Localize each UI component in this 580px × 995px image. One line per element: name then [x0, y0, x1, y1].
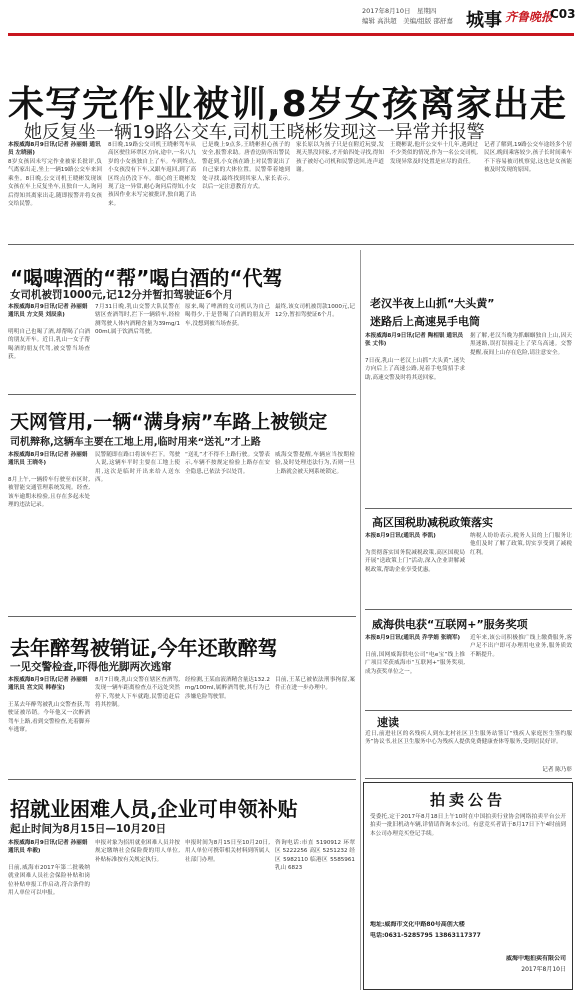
divider	[365, 508, 572, 509]
art5-headline: 招就业困难人员,企业可申领补贴	[10, 797, 298, 821]
divider	[365, 609, 572, 610]
art4-subhead: 一见交警检查,吓得他光脚两次逃窜	[10, 661, 172, 673]
auction-date: 2017年8月10日	[521, 966, 566, 973]
page-number: C03	[550, 7, 576, 21]
right2-headline: 高区国税助减税政策落实	[372, 516, 493, 529]
right1-headline-2: 迷路后上高速晃手电筒	[370, 315, 480, 328]
art3-col-3: “送礼”才不得不上路行驶。交警表示,车辆不按规定检验上路存在安全隐患,已依法予以处罚。	[185, 452, 270, 475]
divider	[8, 616, 356, 617]
art3-col-1: 8月上午,一辆轿车行驶至市区时,被智能交通管理系统发现。经查,该车逾期未检验,且存在多起未处理的违法记录。	[8, 477, 90, 509]
masthead-rule	[8, 33, 574, 36]
auction-title: 拍卖公告	[429, 791, 506, 809]
art4-col-3: 经检测,王某血液酒精含量达132.2mg/100ml,属醉酒驾驶,其行为已涉嫌危险驾驶罪。	[185, 677, 270, 700]
column-divider	[360, 250, 361, 990]
right2-byline: 本报8月9日讯(通讯员 李凯)	[365, 533, 436, 539]
masthead-editors: 编辑 高洪超 美编/组版 邵舒嘉	[362, 17, 453, 25]
art5-col-2: 申报对象为招用就业困难人员并按规定缴纳社会保险费的用人单位,补贴标准按有关规定执行。	[95, 840, 180, 863]
art4-col-4: 目前,王某已被依法刑事拘留,案件正在进一步办理中。	[275, 677, 355, 692]
lead-byline: 本报威海8月9日讯(记者 孙丽娟 通讯员 左晓丽)	[8, 142, 101, 157]
right1-headline: 老汉半夜上山抓“大头黄”	[370, 297, 495, 310]
auction-body: 受委托,定于2017年8月18日上午10时在中国拍卖行业协会网络拍卖平台公开拍卖一批旧机动车辆,详情请咨询本公司。有意竞买者请于8月17日下午4时前到本公司办理竞买登记手续。	[370, 814, 566, 837]
right4-author: 记者 陈乃彰	[542, 767, 572, 773]
masthead	[0, 0, 580, 38]
art5-subhead: 起止时间为8月15日—10月20日	[10, 823, 167, 835]
divider	[365, 710, 572, 711]
art4-col-1: 王某去年醉驾被乳山交警查获,驾驶证被吊销。今年他又一次醉酒驾车上路,看到交警检查,光着脚弃车逃窜。	[8, 702, 90, 734]
masthead-date: 2017年8月10日 星期四	[362, 7, 437, 15]
art2-subhead: 女司机被罚1000元,记12分并暂扣驾驶证6个月	[10, 289, 234, 301]
lead-col-1: 8岁女孩因未写完作业被家长批评,负气离家出走,坐上一辆19路公交车来回乘坐。8日晚,公交司机王晓彬发现该女孩在车上反复坐车,且独自一人,询问后得知其离家出走,随即报警并将女孩交给民警。	[8, 159, 102, 208]
right1-byline: 本报威海8月9日讯(记者 陶相银 通讯员 张 丈伟)	[365, 333, 464, 348]
art5-col-1: 日前,威海市2017年第二批吸纳就业困难人员社会保险补贴和岗位补贴申报工作启动,符合条件的用人单位可以申报。	[8, 865, 90, 897]
auction-address: 地址:威海市文化中路80号高创大楼	[370, 921, 465, 928]
lead-col-6: 记者了解到,19路公交车途经多个居民区,晚间乘客较少,孩子长时间乘车不下容易被司机察觉,这也是女孩能被及时发现的原因。	[484, 142, 572, 174]
right3-byline: 本报8月9日讯(通讯员 乔学娟 张晓军)	[365, 635, 461, 641]
art3-subhead: 司机辩称,这辆车主要在工地上用,临时用来“送礼”才上路	[10, 437, 261, 448]
art3-byline: 本报威海8月9日讯(记者 孙丽娟 通讯员 王晓冬)	[8, 452, 88, 467]
lead-col-2: 8日晚,19路公交司机王晓彬驾车从高区驶往环翠区方向,途中,一名八九岁的小女孩独自上了车。车到终点,小女孩没有下车,又跟车返回,到了高区终点仍没下车。细心的王晓彬发现了这一异常,耐心询问后得知,小女孩因作业未写完被批评,独自跑了出来。	[108, 142, 196, 207]
right3-headline: 威海供电获“互联网+”服务奖项	[372, 618, 528, 631]
art5-byline: 本报威海8月9日讯(记者 孙丽娟 通讯员 牟毅)	[8, 840, 88, 855]
art3-col-2: 民警随即在路口将该车拦下。驾驶人说,这辆车平时主要在工地上使用,这次是临时开出来给人送东西。	[95, 452, 180, 484]
right3-col-2: 近年来,该公司积极推广线上缴费服务,客户足不出户即可办理用电业务,服务质效不断提升。	[470, 635, 572, 658]
art4-headline: 去年醉驾被销证,今年还敢醉驾	[10, 636, 278, 660]
art2-col-3: 原来,喝了啤酒的女司机认为自己喝得少,于是替喝了白酒的朋友开车,没想到被当场查获。	[185, 304, 270, 327]
lead-col-3: 已是晚上9点多,王晓彬担心孩子的安全,报警求助。唐香边防所出警民警赶到,小女孩在路上对民警说出了自己家的大体位置。民警带着她到处寻找,最终找到其家人,家长表示,以后一定注意教育方式。	[202, 142, 290, 191]
art5-col-3: 申报时间为8月15日至10月20日,用人单位可携带相关材料到所属人社部门办理。	[185, 840, 270, 863]
right3-col-1: 日前,国网威海供电公司“电e宝”线上推广项目荣获威海市“互联网+”服务奖项,成为获奖单位之一。	[365, 652, 465, 675]
right1-col-1: 7日夜,乳山一老汉上山抓“大头黄”,迷失方向后上了高速公路,晃着手电筒招手求助,高速交警及时将其送回家。	[365, 358, 465, 381]
art4-byline: 本报威海8月9日讯(记者 孙丽娟 通讯员 宫文民 韩春宝)	[8, 677, 88, 692]
art4-col-2: 8月7日晚,乳山交警在辖区查酒驾,发现一辆车距离检查点不远处突然停下,驾驶人下车就跑,民警追赶后将其控制。	[95, 677, 180, 709]
divider	[8, 779, 356, 780]
art2-col-1: 明明自己也喝了酒,却帮喝了白酒的朋友开车。近日,乳山一女子帮喝酒的朋友代驾,被交警当场查获。	[8, 329, 90, 361]
divider	[365, 778, 572, 779]
brand-logo: 齐鲁晚报	[505, 10, 554, 24]
right1-col-2: 据了解,老汉当晚为抓蝈蝈独自上山,因天黑迷路,误打误撞走上了荣乌高速。交警提醒,夜间上山存在危险,请注意安全。	[470, 333, 572, 356]
right2-col-1: 为贯彻落实国务院减税政策,高区国税局开展“送政策上门”活动,深入企业讲解减税政策,帮助企业享受优惠。	[365, 550, 465, 573]
art2-headline: “喝啤酒的“帮”喝白酒的“代驾	[10, 266, 283, 290]
lead-col-5: 王晓彬说,他开公交车十几年,遇到过不少类似的情况,作为一名公交司机,发现异常及时处置是应尽的责任。	[390, 142, 478, 165]
lead-headline: 未写完作业被训,8岁女孩离家出走	[8, 84, 567, 125]
auction-company: 威海中地拍卖有限公司	[505, 955, 566, 962]
art5-col-4: 咨询电话:市直 5190912 环翠区 5222256 高区 5251232 经区 5982110 临港区 5585961 乳山 6823	[275, 840, 355, 872]
divider	[8, 394, 356, 395]
art2-col-2: 7月31日晚,乳山交警大队民警在辖区查酒驾时,拦下一辆轿车,经检测驾驶人体内酒精含量为39mg/100ml,属于饮酒后驾驶。	[95, 304, 180, 336]
right4-headline: 速读	[377, 716, 399, 729]
lead-subhead: 她反复坐一辆19路公交车,司机王晓彬发现这一异常并报警	[24, 122, 485, 143]
art3-col-4: 威海交警提醒,车辆应当按期检验,及时处理违法行为,否则一旦上路就会被天网系统锁定。	[275, 452, 355, 475]
auction-phone: 电话:0631-5285795 13863117377	[370, 932, 481, 939]
art3-headline: 天网管用,一辆“满身病”车路上被锁定	[10, 411, 328, 433]
art2-col-4: 最终,该女司机被罚款1000元,记12分,暂扣驾驶证6个月。	[275, 304, 355, 319]
auction-notice	[363, 782, 573, 990]
right2-col-2: 纳税人纷纷表示,税务人员的上门服务让他们及时了解了政策,切实享受到了减税红利。	[470, 533, 572, 556]
lead-col-4: 家长原以为孩子只是在附近玩耍,发现天黑没回家,才开始四处寻找,得知孩子被好心司机和民警送回,连声道谢。	[296, 142, 384, 174]
divider	[8, 244, 574, 245]
art2-byline: 本报威海8月9日讯(记者 孙丽娟 通讯员 方文昊 刘辰泉)	[8, 304, 88, 319]
section-name: 城事	[466, 10, 502, 31]
right4-col-1: 近日,前进社区的名残疾人到东北村社区卫生服务站签订“残疾人家庭医生签约服务”协议书,社区卫生服务中心为残疾人提供免费健康查体等服务,受到居民好评。	[365, 731, 572, 746]
